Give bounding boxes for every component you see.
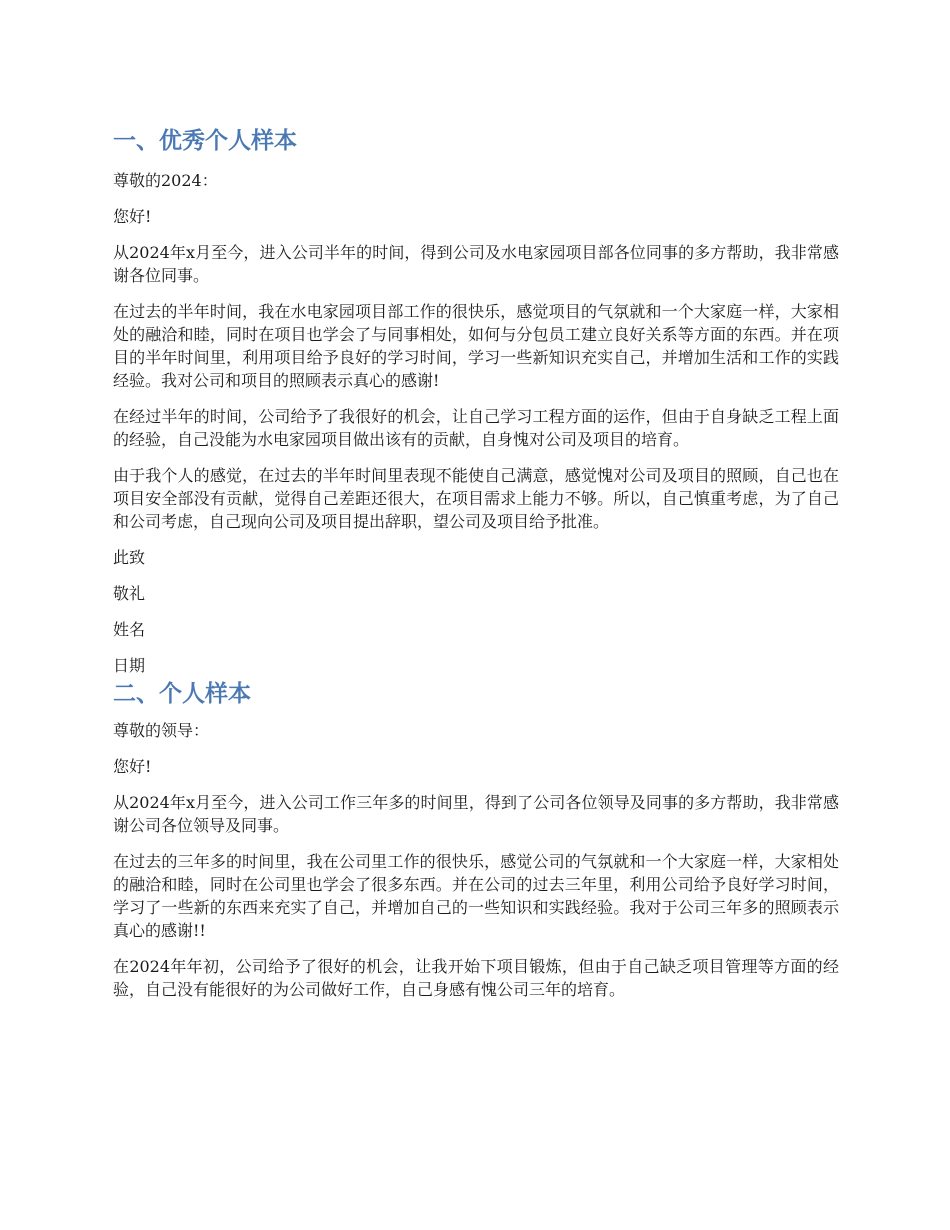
salutation: 尊敬的领导： xyxy=(113,721,210,740)
body-paragraph: 在2024年年初，公司给予了很好的机会，让我开始下项目锻炼，但由于自己缺乏项目管理等方面的经验，自己没有能很好的为公司做好工作，自己身感有愧公司三年的培育。 xyxy=(113,957,839,999)
body-paragraph: 从2024年x月至今，进入公司半年的时间，得到公司及水电家园项目部各位同事的多方帮助，我非常感谢各位同事。 xyxy=(113,243,839,285)
body-paragraph: 在经过半年的时间，公司给予了我很好的机会，让自己学习工程方面的运作，但由于自身缺乏工程上面的经验，自己没能为水电家园项目做出该有的贡献，自身愧对公司及项目的培育。 xyxy=(113,407,839,449)
signature-date: 日期 xyxy=(113,656,146,675)
body-paragraph: 从2024年x月至今，进入公司工作三年多的时间里，得到了公司各位领导及同事的多方帮助，我非常感谢公司各位领导及同事。 xyxy=(113,793,839,835)
salutation: 尊敬的2024： xyxy=(113,171,218,190)
closing-line: 此致 xyxy=(113,548,146,567)
document-page xyxy=(113,124,839,1001)
body-paragraph: 在过去的三年多的时间里，我在公司里工作的很快乐，感觉公司的气氛就和一个大家庭一样，大家相处的融洽和睦，同时在公司里也学会了很多东西。并在公司的过去三年里，利用公司给予良好学习时间，学习了一些新的东西来充实了自己，并增加自己的一些知识和实践经验。我对于公司三年多的照顾表示真心的感谢!! xyxy=(113,852,839,940)
body-paragraph: 由于我个人的感觉，在过去的半年时间里表现不能使自己满意，感觉愧对公司及项目的照顾，自己也在项目安全部没有贡献，觉得自己差距还很大，在项目需求上能力不够。所以，自己慎重考虑，为了自己和公司考虑，自己现向公司及项目提出辞职，望公司及项目给予批准。 xyxy=(113,466,839,531)
signature-name: 姓名 xyxy=(113,620,146,639)
section-2-title: 二、个人样本 xyxy=(113,681,251,707)
greeting: 您好! xyxy=(113,207,152,226)
body-paragraph: 在过去的半年时间，我在水电家园项目部工作的很快乐，感觉项目的气氛就和一个大家庭一样，大家相处的融洽和睦，同时在项目也学会了与同事相处，如何与分包员工建立良好关系等方面的东西。并在项目的半年时间里，利用项目给予良好的学习时间，学习一些新知识充实自己，并增加生活和工作的实践经验。我对公司和项目的照顾表示真心的感谢! xyxy=(113,302,839,390)
closing-line: 敬礼 xyxy=(113,584,146,603)
greeting: 您好! xyxy=(113,757,152,776)
section-1-title: 一、优秀个人样本 xyxy=(113,128,297,154)
